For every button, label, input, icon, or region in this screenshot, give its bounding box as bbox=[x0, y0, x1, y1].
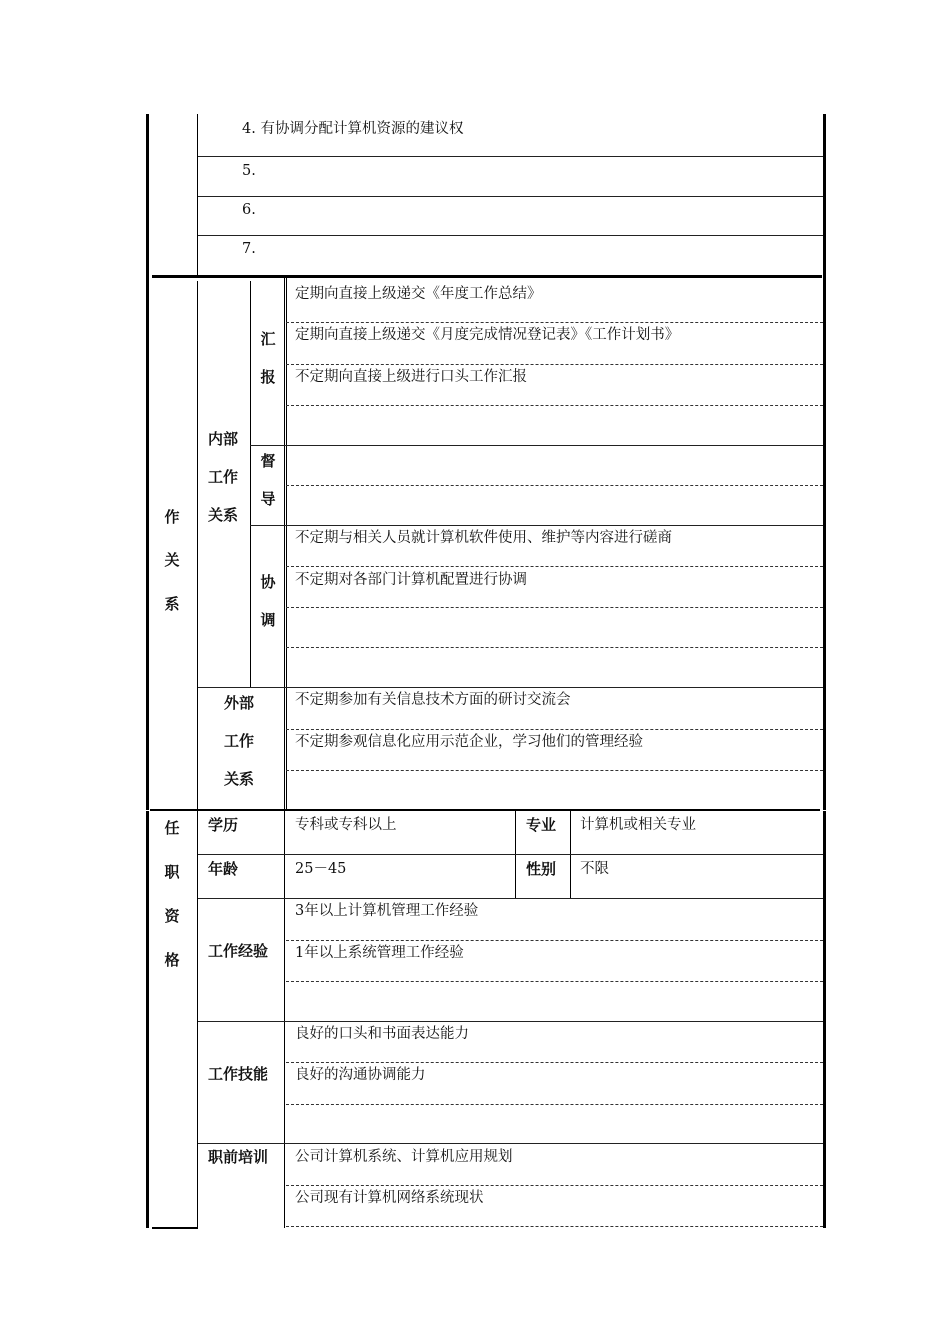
section-label-char: 关 bbox=[164, 551, 180, 569]
external-label-line: 关系 bbox=[224, 770, 255, 788]
row-line bbox=[198, 898, 823, 899]
section-label-char: 系 bbox=[164, 595, 180, 613]
dashed-row-line bbox=[286, 485, 823, 486]
row-line bbox=[250, 445, 823, 446]
dashed-row-line bbox=[286, 940, 823, 941]
external-row: 不定期参加有关信息技术方面的研讨交流会 bbox=[295, 692, 571, 708]
internal-label-line: 关系 bbox=[208, 506, 239, 524]
row-line bbox=[198, 1021, 823, 1022]
gender-value: 不限 bbox=[580, 861, 609, 877]
dashed-row-line bbox=[286, 981, 823, 982]
major-label: 专业 bbox=[526, 816, 557, 834]
dashed-row-line bbox=[286, 729, 823, 730]
outer-left-border-top bbox=[146, 114, 149, 278]
outer-right-border-rel bbox=[823, 278, 826, 810]
coordinate-label-char: 调 bbox=[260, 611, 276, 629]
qual-label-char: 职 bbox=[164, 863, 180, 881]
supervise-label-char: 督 bbox=[260, 452, 276, 470]
row-line bbox=[198, 235, 823, 236]
dashed-row-line bbox=[286, 1226, 823, 1227]
dashed-row-line bbox=[286, 647, 823, 648]
dashed-row-line bbox=[286, 607, 823, 608]
training-row: 公司计算机系统、计算机应用规划 bbox=[295, 1149, 513, 1165]
section-label-char: 作 bbox=[164, 508, 180, 526]
age-value: 25－45 bbox=[295, 861, 347, 877]
section-divider bbox=[152, 275, 822, 278]
qual-label-char: 任 bbox=[164, 819, 180, 837]
education-label: 学历 bbox=[208, 816, 239, 834]
col-divider-qual-mid bbox=[515, 811, 516, 899]
dashed-row-line bbox=[286, 770, 823, 771]
skills-row: 良好的口头和书面表达能力 bbox=[295, 1026, 469, 1042]
outer-left-border-qual bbox=[146, 811, 149, 1228]
bottom-border-left bbox=[152, 1227, 198, 1229]
age-label: 年龄 bbox=[208, 860, 239, 878]
report-label-char: 汇 bbox=[260, 330, 276, 348]
external-label-line: 外部 bbox=[224, 694, 255, 712]
rights-item-6: 6. bbox=[242, 202, 256, 218]
training-row: 公司现有计算机网络系统现状 bbox=[295, 1190, 484, 1206]
row-line bbox=[198, 687, 823, 688]
col-divider-qual-content bbox=[284, 811, 285, 1228]
coordinate-row: 不定期对各部门计算机配置进行协调 bbox=[295, 572, 527, 588]
internal-label-line: 内部 bbox=[208, 430, 239, 448]
report-label-char: 报 bbox=[260, 368, 276, 386]
rights-item-5: 5. bbox=[242, 163, 256, 179]
col-divider-qual-mid2 bbox=[570, 811, 571, 899]
external-row: 不定期参观信息化应用示范企业，学习他们的管理经验 bbox=[295, 734, 643, 750]
qual-label-char: 资 bbox=[164, 907, 180, 925]
col-divider-rel bbox=[197, 281, 198, 810]
experience-row: 1年以上系统管理工作经验 bbox=[295, 945, 464, 961]
row-line bbox=[198, 156, 823, 157]
dashed-row-line bbox=[286, 405, 823, 406]
outer-left-border-rel bbox=[146, 278, 149, 810]
external-label-line: 工作 bbox=[224, 732, 255, 750]
experience-label: 工作经验 bbox=[208, 942, 269, 960]
internal-label-line: 工作 bbox=[208, 468, 239, 486]
gender-label: 性别 bbox=[526, 860, 557, 878]
col-divider-qual bbox=[197, 811, 198, 1228]
skills-row: 良好的沟通协调能力 bbox=[295, 1067, 426, 1083]
qual-label-char: 格 bbox=[164, 951, 180, 969]
dashed-row-line bbox=[286, 1185, 823, 1186]
dashed-row-line bbox=[286, 566, 823, 567]
row-line bbox=[250, 525, 823, 526]
dashed-row-line bbox=[286, 1104, 823, 1105]
coordinate-row: 不定期与相关人员就计算机软件使用、维护等内容进行磋商 bbox=[295, 530, 672, 546]
section-divider bbox=[150, 809, 820, 811]
major-value: 计算机或相关专业 bbox=[580, 817, 696, 833]
coordinate-label-char: 协 bbox=[260, 573, 276, 591]
row-line bbox=[198, 196, 823, 197]
dashed-row-line bbox=[286, 322, 823, 323]
training-label: 职前培训 bbox=[208, 1148, 269, 1166]
report-row: 不定期向直接上级进行口头工作汇报 bbox=[295, 369, 527, 385]
skills-label: 工作技能 bbox=[208, 1065, 269, 1083]
dashed-row-line bbox=[286, 1062, 823, 1063]
rights-item-7: 7. bbox=[242, 241, 256, 257]
col-divider-sub bbox=[250, 281, 251, 687]
rights-item-4: 4. 有协调分配计算机资源的建议权 bbox=[242, 121, 464, 137]
col-divider-content bbox=[284, 276, 285, 810]
outer-right-border-top bbox=[823, 114, 826, 278]
report-row: 定期向直接上级递交《月度完成情况登记表》《工作计划书》 bbox=[295, 327, 680, 343]
dashed-row-line bbox=[286, 364, 823, 365]
row-line bbox=[198, 854, 823, 855]
education-value: 专科或专科以上 bbox=[295, 817, 397, 833]
experience-row: 3年以上计算机管理工作经验 bbox=[295, 903, 479, 919]
outer-right-border-qual bbox=[823, 811, 826, 1228]
row-line bbox=[198, 1143, 823, 1144]
report-row: 定期向直接上级递交《年度工作总结》 bbox=[295, 286, 542, 302]
supervise-label-char: 导 bbox=[260, 490, 276, 508]
